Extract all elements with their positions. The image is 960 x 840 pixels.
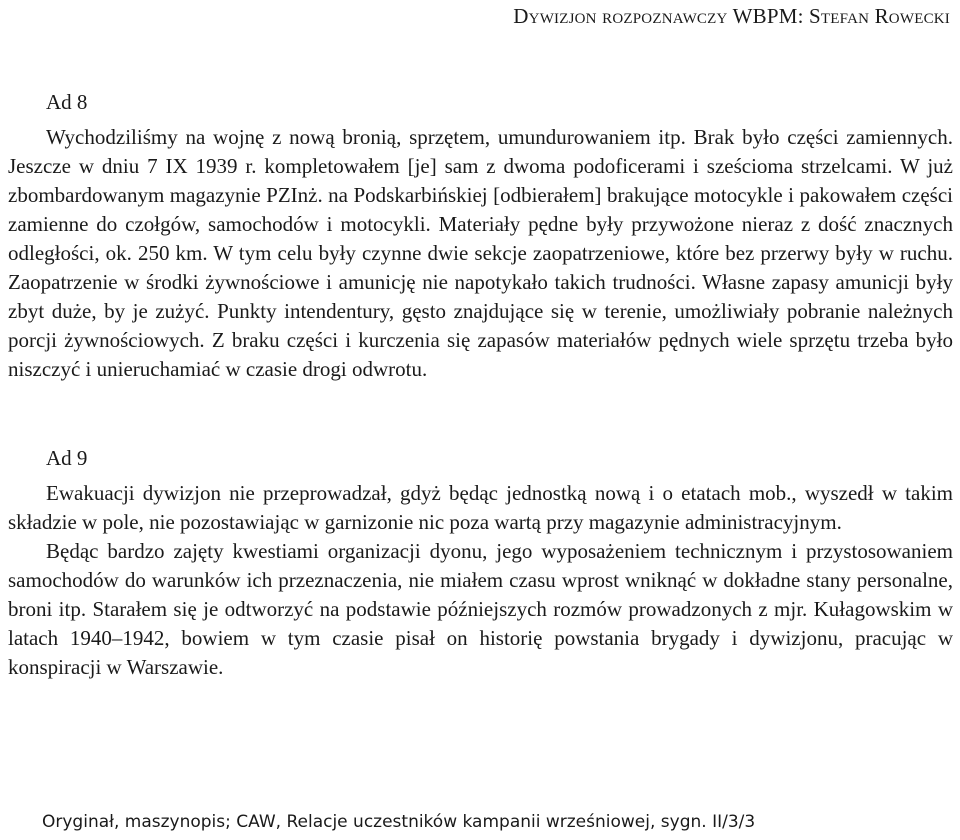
running-head: Dywizjon rozpoznawczy WBPM: Stefan Rowecki bbox=[513, 4, 950, 28]
section-title: Ad 9 bbox=[46, 446, 88, 470]
paragraph: Wychodziliśmy na wojnę z nową bronią, sprzętem, umundurowaniem itp. Brak było części zamiennych. Jeszcze w dniu 7 IX 1939 r. kompletowałem [je] sam z dwoma podoficerami i sześcioma strzelcami. W już zbombardowanym magazynie PZInż. na Podskarbińskiej [odbierałem] brakujące motocykle i pakowałem części zamienne do czołgów, samochodów i motocykli. Materiały pędne były przywożone nieraz z dość znacznych odległości, ok. 250 km. W tym celu były czynne dwie sekcje zaopatrzeniowe, które bez przerwy były w ruchu. Zaopatrzenie w środki żywnościowe i amunicję nie napotykało takich trudności. Własne zapasy amunicji były zbyt duże, by je zużyć. Punkty intendentury, gęsto znajdujące się w terenie, umożliwiały pobranie należnych porcji żywnościowych. Z braku części i kurczenia się zapasów materiałów pędnych wiele sprzętu trzeba było niszczyć i unieruchamiać w czasie drogi odwrotu. bbox=[8, 125, 953, 381]
paragraph: Ewakuacji dywizjon nie przeprowadzał, gdyż będąc jednostką nową i o etatach mob., wyszedł w takim składzie w pole, nie pozostawiając w garnizonie nic poza wartą przy magazynie administracyjnym. bbox=[8, 481, 953, 534]
body-text bbox=[8, 88, 953, 682]
paragraph: Będąc bardzo zajęty kwestiami organizacji dyonu, jego wyposażeniem technicznym i przystosowaniem samochodów do warunków ich przeznaczenia, nie miałem czasu wprost wniknąć w dokładne stany personalne, broni itp. Starałem się je odtworzyć na podstawie późniejszych rozmów prowadzonych z mjr. Kułagowskim w latach 1940–1942, bowiem w tym czasie pisał on historię powstania brygady i dywizjonu, pracując w konspiracji w Warszawie. bbox=[8, 539, 953, 679]
source-note: Oryginał, maszynopis; CAW, Relacje uczestników kampanii wrześniowej, sygn. II/3/3 bbox=[42, 812, 756, 832]
section-ad-9 bbox=[8, 444, 953, 682]
section-title: Ad 8 bbox=[46, 90, 88, 114]
section-ad-8 bbox=[8, 88, 953, 384]
section-gap bbox=[8, 384, 953, 444]
